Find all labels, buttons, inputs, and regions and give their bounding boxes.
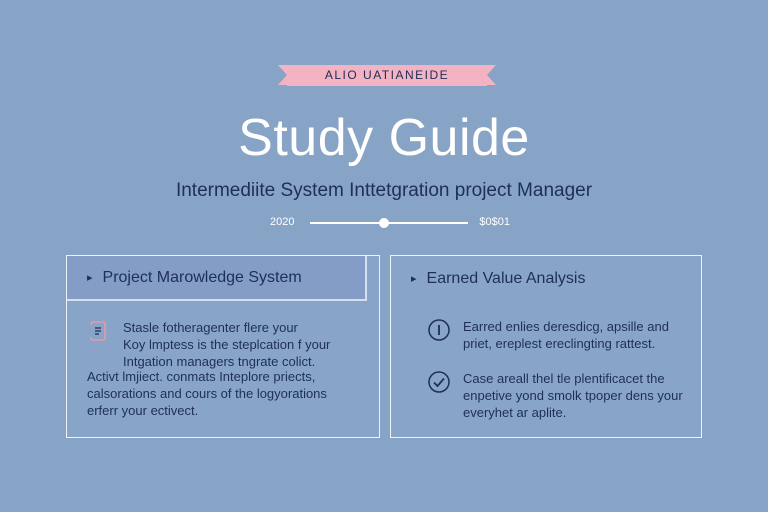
card-item-text: Case areall thel tle plentificacet the enpetive yond smolk tpoper dens your everyhet ar aplite. [463, 371, 683, 420]
card-header[interactable] [67, 256, 367, 301]
card-header[interactable] [391, 256, 701, 301]
header-ribbon: ALIO UATIANEIDE [287, 65, 487, 86]
card-project-knowledge [66, 255, 380, 438]
card-item [427, 318, 669, 352]
timeline-start-label: 2020 [270, 216, 295, 228]
timeline [270, 214, 510, 232]
chevron-right-icon: ▸ [87, 272, 93, 284]
timeline-end-label: $0$01 [479, 216, 510, 228]
card-item [87, 319, 330, 370]
chevron-right-icon: ▸ [411, 273, 417, 285]
page-subtitle: Intermediite System Inttetgration project Manager [175, 180, 593, 201]
info-circle-icon [427, 318, 451, 342]
card-earned-value [390, 255, 702, 438]
card-paragraph: Activt lmjiect. conmats Inteplore priects, calsorations and cours of the logyorations erferr your ectivect. [87, 369, 327, 418]
card-heading: Project Marowledge System [102, 268, 302, 286]
check-circle-icon [427, 370, 451, 394]
document-icon [87, 319, 111, 343]
page-title: Study Guide [238, 109, 530, 167]
card-item [427, 370, 683, 421]
card-heading: Earned Value Analysis [426, 269, 586, 287]
card-item-text: Stasle fotheragenter flere your Koy lmptess is the steplcation f your Intgation managers tngrate colict. [123, 320, 331, 369]
card-item-text: Earred enlies deresdicg, apsille and priet, ereplest ereclingting rattest. [463, 319, 669, 351]
timeline-marker [379, 218, 389, 228]
